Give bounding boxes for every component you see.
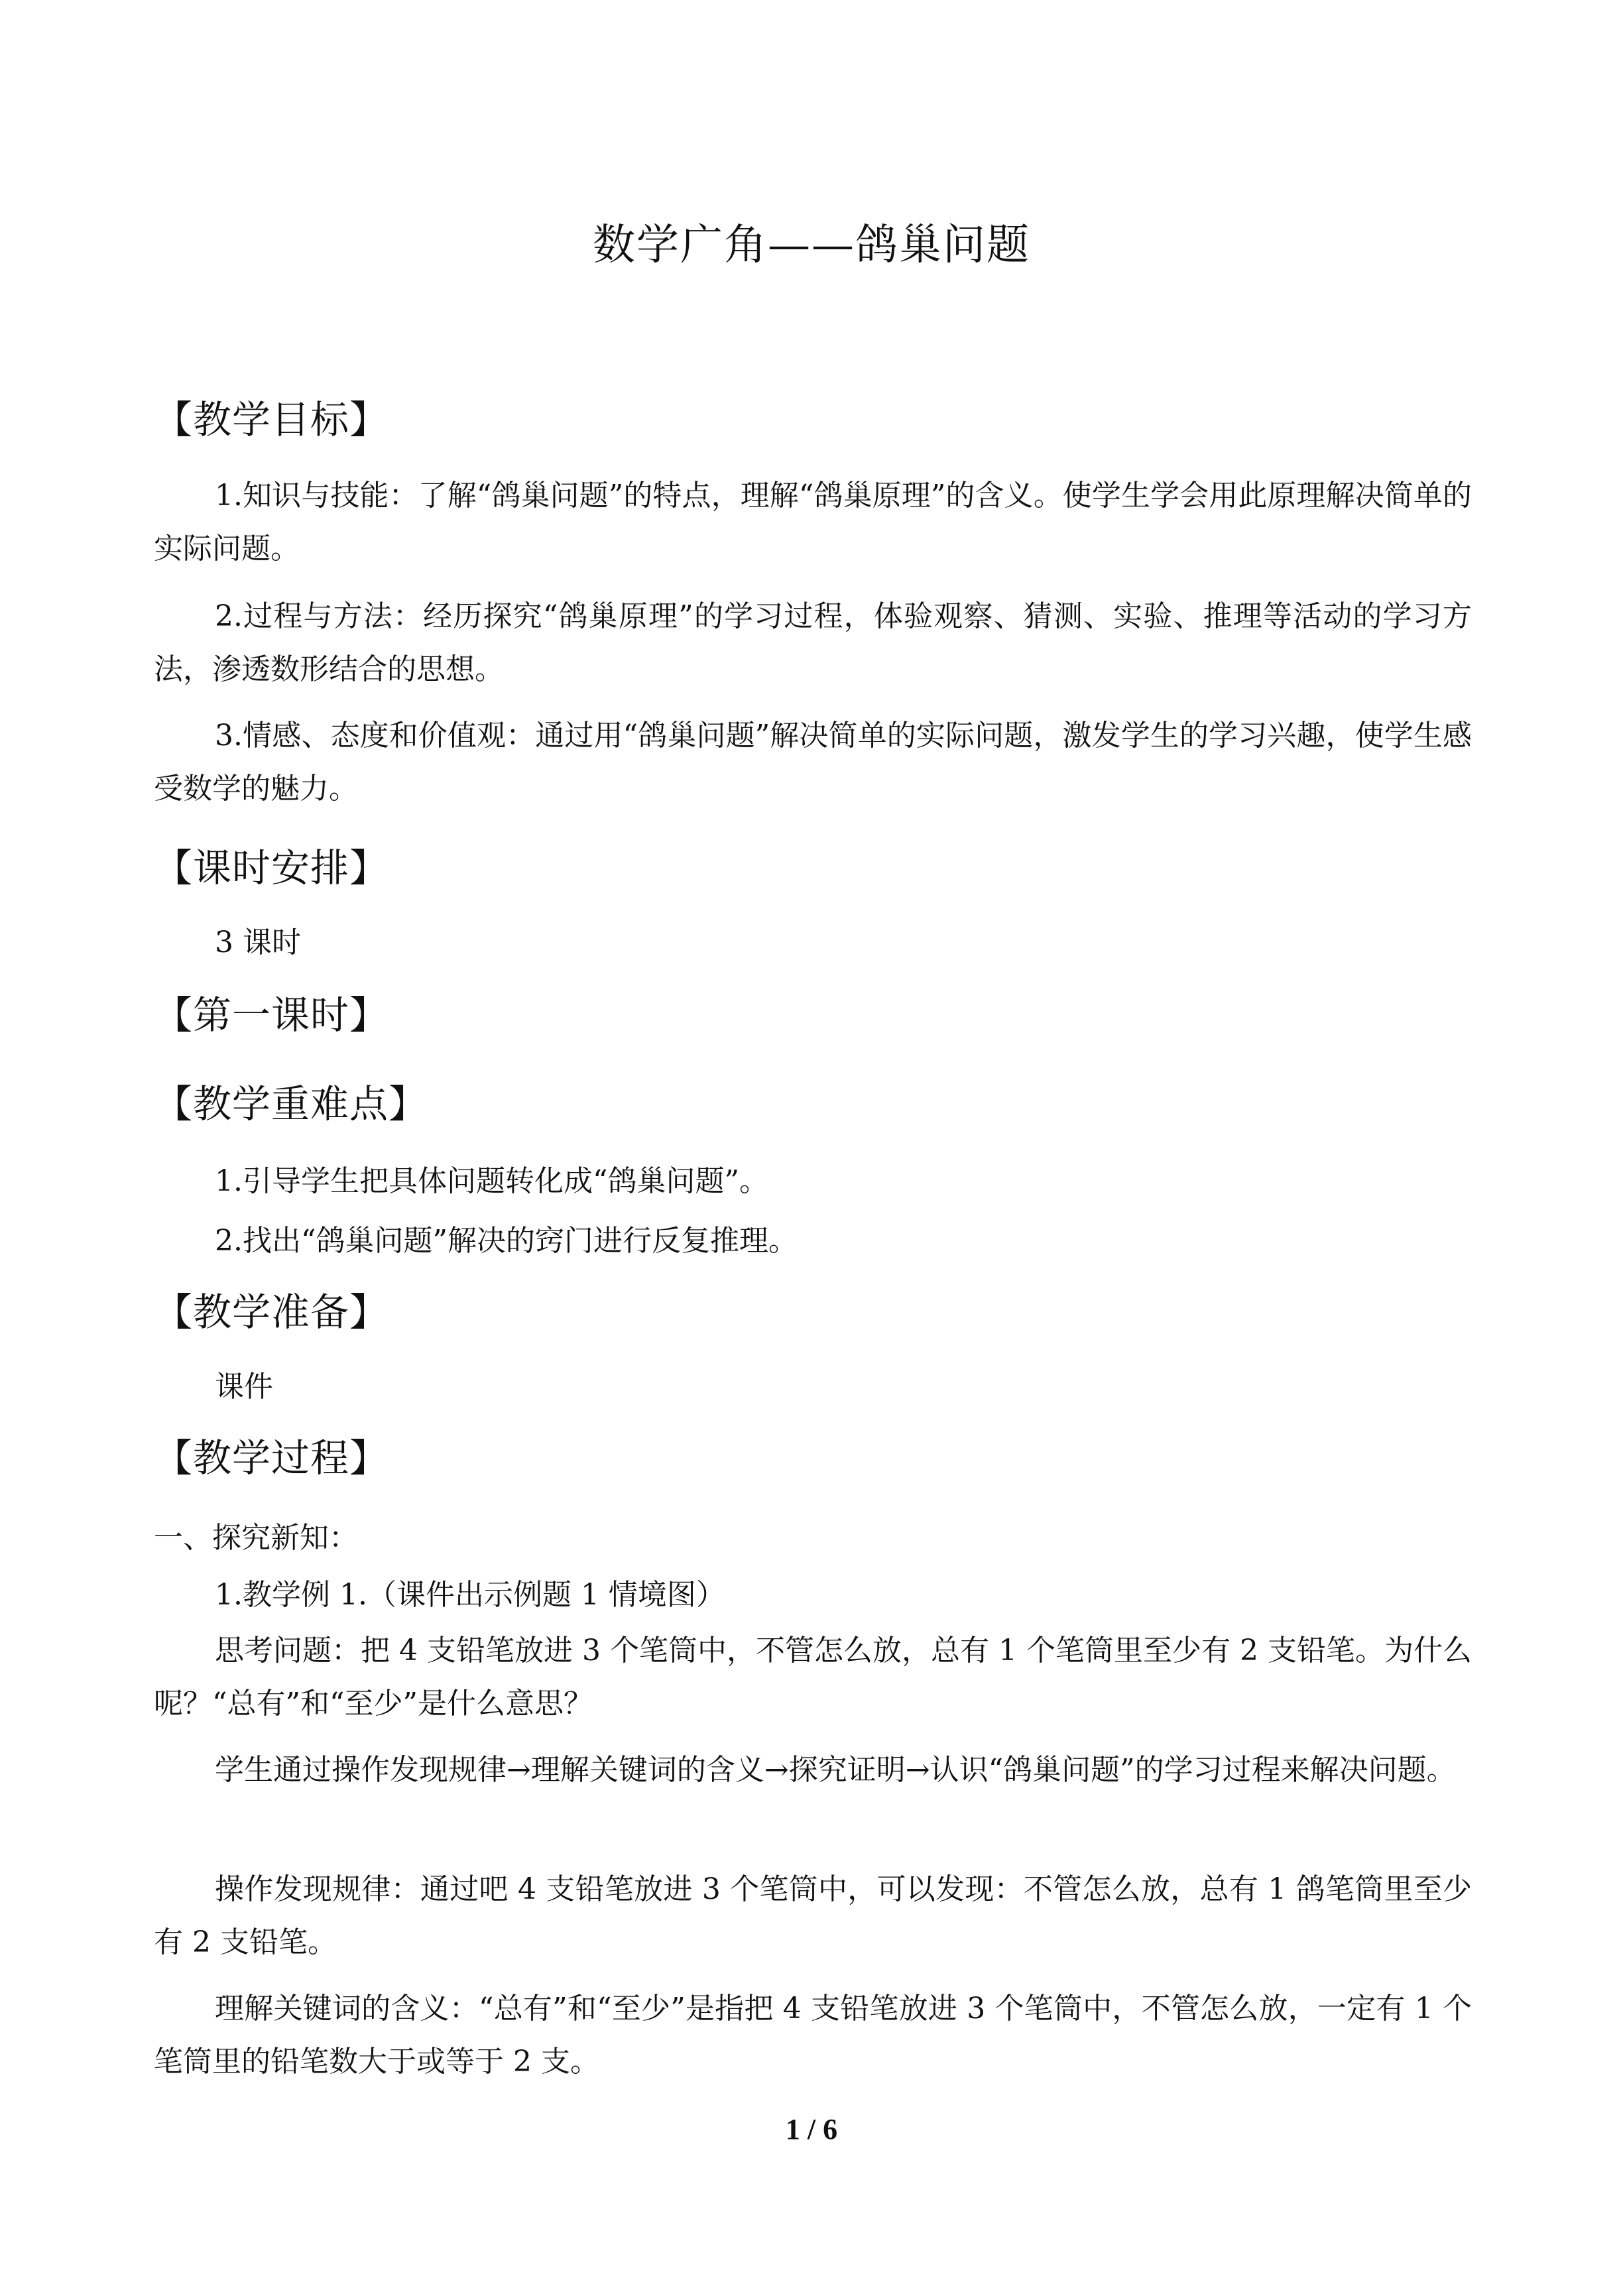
preparation-text: 课件 xyxy=(215,1370,273,1404)
process-item-1: 1.教学例 1.（课件出示例题 1 情境图） xyxy=(215,1578,725,1612)
heading-first-lesson: 【第一课时】 xyxy=(154,993,389,1038)
document-title: 数学广角——鸽巢问题 xyxy=(593,221,1030,270)
goal-item-3: 3.情感、态度和价值观：通过用“鸽巢问题”解决简单的实际问题，激发学生的学习兴趣，使学生感受数学的魅力。 xyxy=(154,719,1472,806)
page-number: 1 / 6 xyxy=(785,2113,838,2145)
key-point-item-1: 1.引导学生把具体问题转化成“鸽巢问题”。 xyxy=(215,1164,768,1198)
heading-teaching-goals: 【教学目标】 xyxy=(154,397,389,442)
heading-schedule: 【课时安排】 xyxy=(154,845,389,890)
process-sub-heading: 一、探究新知： xyxy=(154,1521,358,1555)
goal-item-2: 2.过程与方法：经历探究“鸽巢原理”的学习过程，体验观察、猜测、实验、推理等活动的学习方法，渗透数形结合的思想。 xyxy=(154,599,1472,686)
schedule-text: 3 课时 xyxy=(215,926,301,959)
process-item-2: 思考问题：把 4 支铅笔放进 3 个笔筒中，不管怎么放，总有 1 个笔筒里至少有 2 支铅笔。为什么呢？“总有”和“至少”是什么意思？ xyxy=(154,1634,1472,1721)
goal-item-1: 1.知识与技能：了解“鸽巢问题”的特点，理解“鸽巢原理”的含义。使学生学会用此原理解决简单的实际问题。 xyxy=(154,479,1472,566)
key-point-item-2: 2.找出“鸽巢问题”解决的窍门进行反复推理。 xyxy=(215,1224,798,1258)
process-item-3: 学生通过操作发现规律→理解关键词的含义→探究证明→认识“鸽巢问题”的学习过程来解决问题。 xyxy=(215,1753,1456,1787)
process-item-5: 理解关键词的含义：“总有”和“至少”是指把 4 支铅笔放进 3 个笔筒中，不管怎么放，一定有 1 个笔筒里的铅笔数大于或等于 2 支。 xyxy=(154,1992,1472,2079)
heading-key-points: 【教学重难点】 xyxy=(154,1081,428,1126)
process-item-4: 操作发现规律：通过吧 4 支铅笔放进 3 个笔筒中，可以发现：不管怎么放，总有 1 鸽笔筒里至少有 2 支铅笔。 xyxy=(154,1872,1472,1959)
heading-process: 【教学过程】 xyxy=(154,1435,389,1480)
heading-preparation: 【教学准备】 xyxy=(154,1290,389,1335)
